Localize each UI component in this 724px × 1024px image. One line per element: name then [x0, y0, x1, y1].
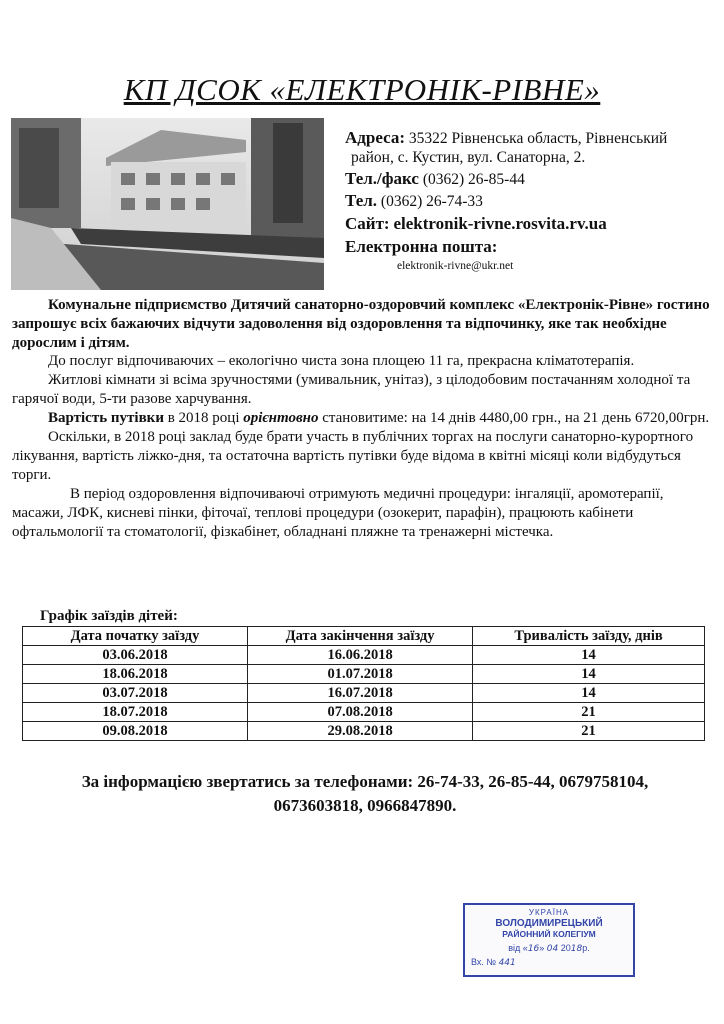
paragraph-price	[12, 409, 712, 428]
stamp-org: ВОЛОДИМИРЕЦЬКИЙ	[495, 918, 603, 929]
site-row	[345, 214, 720, 234]
stamp-year-suffix: 18	[570, 944, 583, 954]
phone-fax-row	[345, 169, 720, 189]
table-row	[23, 722, 705, 741]
body-text	[12, 352, 712, 542]
stamp-date-prefix: від	[508, 943, 521, 953]
phone-value: (0362) 26-74-33	[380, 193, 483, 210]
stamp-org-2: РАЙОННИЙ КОЛЕГІУМ	[502, 929, 596, 939]
paragraph-procedures: В період оздоровлення відпочиваючі отримують медичні процедури: інгаляції, аромотерапії, масажи, ЛФК, кисневі пінки, фіточаї, теплові процедури (озокерит, парафін), працюють кабінети офтальмології та стоматології, фізкабінет, обладнані пляжне та тренажерні містечка.	[12, 486, 664, 540]
table-row	[23, 703, 705, 722]
duration: 14	[473, 665, 705, 684]
schedule-table	[22, 626, 705, 741]
start-date: 09.08.2018	[23, 722, 248, 741]
paragraph-climate: До послуг відпочиваючих – екологічно чиста зона площею 11 га, прекрасна кліматотерапія.	[48, 353, 635, 369]
start-date: 03.07.2018	[23, 684, 248, 703]
schedule-title: Графік заїздів дітей:	[40, 608, 178, 624]
address-line2: район, с. Кустин, вул. Санаторна, 2.	[351, 149, 586, 166]
contacts-block	[345, 128, 720, 276]
schedule-header-row	[23, 627, 705, 646]
email-label: Електронна пошта:	[345, 237, 498, 256]
price-approx: орієнтовно	[243, 410, 319, 426]
duration: 21	[473, 703, 705, 722]
header-duration: Тривалість заїзду, днів	[473, 627, 705, 646]
end-date: 16.06.2018	[248, 646, 473, 665]
address-line1: 35322 Рівненська область, Рівненський	[408, 130, 668, 147]
email-row	[345, 237, 720, 257]
building-photo-image	[11, 118, 324, 290]
stamp-year-end: р.	[582, 943, 590, 953]
start-date: 18.06.2018	[23, 665, 248, 684]
phone-fax-label: Тел./факс	[345, 169, 419, 188]
price-mid: в 2018 році	[163, 410, 244, 426]
contact-footer	[20, 770, 710, 818]
start-date: 03.06.2018	[23, 646, 248, 665]
header-end: Дата закінчення заїзду	[248, 627, 473, 646]
stamp-number-row	[465, 957, 633, 969]
end-date: 01.07.2018	[248, 665, 473, 684]
stamp-year-prefix: 20	[560, 943, 571, 953]
site-value: elektronik-rivne.rosvita.rv.ua	[393, 214, 607, 233]
email-value: elektronik-rivne@ukr.net	[397, 260, 514, 272]
phone-label: Тел.	[345, 191, 378, 210]
footer-line2: 0673603818, 0966847890.	[273, 796, 457, 815]
price-rest: становитиме: на 14 днів 4480,00 грн., на 21 день 6720,00грн.	[318, 410, 710, 426]
intro-paragraph: Комунальне підприємство Дитячий санаторно-оздоровчий комплекс «Електронік-Рівне» гостино запрошує всіх бажаючих відчути задоволення від оздоровлення та відпочинку, яке так необхідне дорослим і дітям.	[12, 297, 710, 351]
end-date: 07.08.2018	[248, 703, 473, 722]
start-date: 18.07.2018	[23, 703, 248, 722]
duration: 21	[473, 722, 705, 741]
end-date: 29.08.2018	[248, 722, 473, 741]
paragraph-rooms: Житлові кімнати зі всіма зручностями (умивальник, унітаз), з цілодобовим постачанням холодної та гарячої води, 5-ти разове харчування.	[12, 372, 691, 407]
duration: 14	[473, 646, 705, 665]
footer-line1: За інформацією звертатись за телефонами: 26-74-33, 26-85-44, 0679758104,	[81, 772, 649, 791]
address-label: Адреса:	[345, 128, 405, 147]
stamp-month: 04	[546, 944, 559, 954]
phone-row	[345, 191, 720, 211]
registration-stamp	[463, 903, 635, 977]
table-row	[23, 646, 705, 665]
stamp-country: УКРАЇНА	[528, 908, 570, 917]
table-row	[23, 684, 705, 703]
stamp-day: 16	[527, 944, 540, 954]
address-row	[345, 128, 720, 148]
stamp-number: 441	[498, 958, 516, 968]
stamp-number-prefix: Вх. №	[471, 957, 497, 967]
price-lead: Вартість путівки	[48, 410, 164, 426]
phone-fax-value: (0362) 26-85-44	[422, 171, 525, 188]
site-label: Сайт:	[345, 214, 390, 233]
duration: 14	[473, 684, 705, 703]
paragraph-tenders: Оскільки, в 2018 році заклад буде брати участь в публічних торгах на послуги санаторно-курортного лікування, вартість ліжко-дня, та остаточна вартість путівки буде відома в квітні місяці коли відбудуться торги.	[12, 429, 694, 483]
sanatorium-photo	[11, 118, 324, 290]
document-title: КП ДСОК «ЕЛЕКТРОНІК-РІВНЕ»	[123, 72, 601, 107]
stamp-date-row: від «16» 04 2018р.	[508, 943, 590, 954]
address-row-2	[345, 148, 720, 167]
table-row	[23, 665, 705, 684]
header-start: Дата початку заїзду	[23, 627, 248, 646]
end-date: 16.07.2018	[248, 684, 473, 703]
